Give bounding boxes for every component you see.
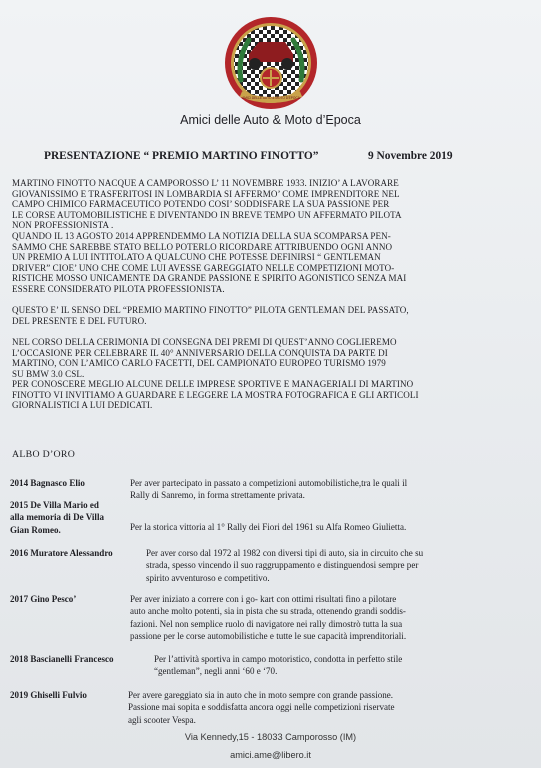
entry-winner: 2015 De Villa Mario ed alla memoria di De Villa Gian Romeo. [10,500,104,535]
logo-ring-text: AMICI DELLE AUTO & MOTO D'EPOCA [242,96,300,100]
entry-description: Per aver partecipato in passato a competizioni automobilistiche,tra le quali il Rally di Sanremo, in forma strettamente privata. [130,478,408,501]
entry-description: Per l’attività sportiva in campo motoristico, condotta in perfetto stile “gentleman”, negli anni ‘60 e ‘70. [154,654,403,677]
entry-winner: 2018 Bascianelli Francesco [10,654,114,664]
entry-description: Per aver iniziato a correre con i go- kart con ottimi risultati fino a pilotare auto anche molto potenti, sia in pista che su strada, ottenendo grandi soddis- fazioni. Nel non semplice ruolo di navigatore nei rally dimostrò tutta la sua passione per le corse automobilistiche e tutte le sue capacità imprenditoriali. [130,594,407,641]
paragraph-award-meaning: QUESTO E’ IL SENSO DEL “PREMIO MARTINO FINOTTO” PILOTA GENTLEMAN DEL PASSATO, DEL PRESENTE E DEL FUTURO. [12,305,409,326]
document-title: PRESENTAZIONE “ PREMIO MARTINO FINOTTO” [44,150,319,162]
entry-description: Per la storica vittoria al 1° Rally dei Fiori del 1961 su Alfa Romeo Giulietta. [130,522,407,532]
entry-winner: 2016 Muratore Alessandro [10,548,113,558]
entry-description: Per aver corso dal 1972 al 1982 con diversi tipi di auto, sia in circuito che su strada, spesso vincendo il suo raggruppamento e distinguendosi sempre per spirito avventuroso e competitivo. [146,548,424,583]
entry-winner: 2014 Bagnasco Elio [10,478,85,488]
entry-description: Per avere gareggiato sia in auto che in moto sempre con grande passione. Passione mai sopita e soddisfatta ancora oggi nelle competizioni riservate agli scooter Vespa. [128,690,395,725]
document-heading [44,150,484,162]
entry-winner: 2019 Ghiselli Fulvio [10,690,87,700]
document-date: 9 Novembre 2019 [368,150,453,162]
entry-winner: 2017 Gino Pesco’ [10,594,77,604]
paragraph-ceremony: NEL CORSO DELLA CERIMONIA DI CONSEGNA DEI PREMI DI QUEST’ANNO COGLIEREMO L’OCCASIONE PER CELEBRARE IL 40° ANNIVERSARIO DELLA CONQUISTA DA PARTE DI MARTINO, CON L’AMICO CARLO FACETTI, DEL CAMPIONATO EUROPEO TURISMO 1979 SU BMW 3.0 CSL. PER CONOSCERE MEGLIO ALCUNE DELLE IMPRESE SPORTIVE E MANAGERIALI DI MARTINO FINOTTO VI INVITIAMO A GUARDARE E LEGGERE LA MOSTRA FOTOGRAFICA E GLI ARTICOLI GIORNALISTICI A LUI DEDICATI. [12,336,419,411]
footer-email: amici.ame@libero.it [230,750,311,760]
club-logo-emblem [219,14,323,112]
albo-doro-title: ALBO D’ORO [12,449,76,460]
paragraph-biography: MARTINO FINOTTO NACQUE A CAMPOROSSO L’ 11 NOVEMBRE 1933. INIZIO’ A LAVORARE GIOVANISSIMO E TRASFERITOSI IN LOMBARDIA SI AFFERMO’ COME IMPRENDITORE NEL CAMPO CHIMICO FARMACEUTICO POTENDO COSI’ SODDISFARE LA SUA PASSIONE PER LE CORSE AUTOMOBILISTICHE E DIVENTANDO IN BREVE TEMPO UN AFFERMATO PILOTA NON PROFESSIONISTA . QUANDO IL 13 AGOSTO 2014 APPRENDEMMO LA NOTIZIA DELLA SUA SCOMPARSA PEN- SAMMO CHE SAREBBE STATO BELLO POTERLO RICORDARE ATTRIBUENDO OGNI ANNO UN PREMIO A LUI INTITOLATO A QUALCUNO CHE POTESSE DEFINIRSI “ GENTLEMAN DRIVER” CIOE’ UNO CHE COME LUI AVESSE GAREGGIATO NELLE COMPETIZIONI MOTO- RISTICHE MOSSO UNICAMENTE DA GRANDE PASSIONE E SPIRITO AGONISTICO SENZA MAI ESSERE CONSIDERATO PILOTA PROFESSIONISTA. [12,178,407,294]
footer-address: Via Kennedy,15 - 18033 Camporosso (IM) [184,732,357,742]
organization-name: Amici delle Auto & Moto d’Epoca [180,113,361,127]
body-text [12,178,532,422]
